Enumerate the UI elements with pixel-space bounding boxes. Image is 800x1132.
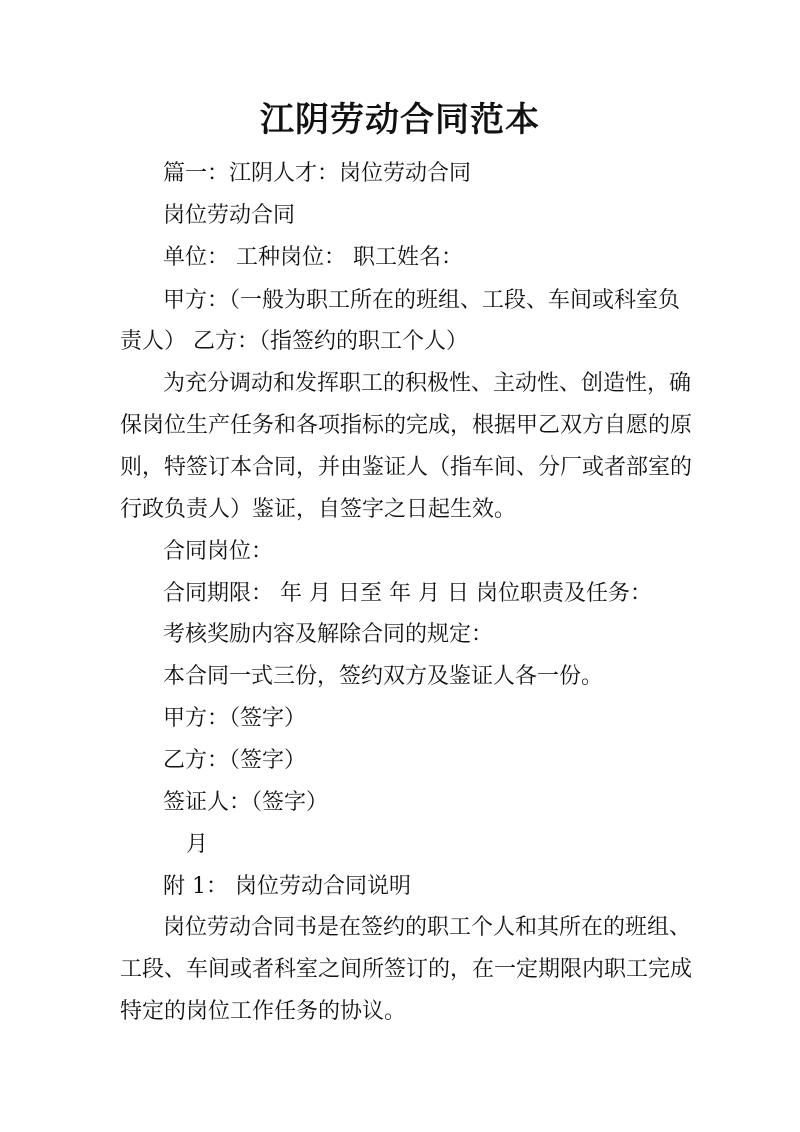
party-b-signature: 乙方：（签字） (163, 748, 307, 773)
appendix-paragraph-line: 工段、车间或者科室之间所签订的，在一定期限内职工完成 (120, 957, 693, 982)
purpose-paragraph-line: 为充分调动和发挥职工的积极性、主动性、创造性，确 (163, 371, 692, 396)
copies-note: 本合同一式三份，签约双方及鉴证人各一份。 (163, 664, 604, 689)
appendix-heading: 附 1： 岗位劳动合同说明 (163, 874, 411, 899)
contract-term: 合同期限： 年 月 日至 年 月 日 岗位职责及任务： (163, 581, 652, 606)
party-a-signature: 甲方：（签字） (163, 706, 307, 731)
contract-name: 岗位劳动合同 (163, 203, 296, 228)
party-b-line: 责人） 乙方：（指签约的职工个人） (120, 329, 468, 354)
purpose-paragraph-line: 保岗位生产任务和各项指标的完成，根据甲乙双方自愿的原 (120, 413, 693, 438)
document-title: 江阴劳动合同范本 (260, 100, 540, 140)
purpose-paragraph-line: 行政负责人）鉴证，自签字之日起生效。 (120, 497, 517, 522)
assessment-rules: 考核奖励内容及解除合同的规定： (163, 622, 494, 647)
appendix-paragraph-line: 特定的岗位工作任务的协议。 (120, 999, 407, 1024)
date-month: 月 (186, 832, 209, 857)
contract-position: 合同岗位： (163, 539, 274, 564)
purpose-paragraph-line: 则，特签订本合同，并由鉴证人（指车间、分厂或者部室的 (120, 455, 693, 480)
witness-signature: 签证人：（签字） (163, 790, 329, 815)
appendix-paragraph-line: 岗位劳动合同书是在签约的职工个人和其所在的班组、 (163, 915, 692, 940)
section-heading: 篇一：江阴人才：岗位劳动合同 (163, 161, 472, 186)
party-a-line: 甲方：（一般为职工所在的班组、工段、车间或科室负 (163, 288, 681, 313)
unit-fields: 单位： 工种岗位： 职工姓名： (163, 245, 463, 270)
